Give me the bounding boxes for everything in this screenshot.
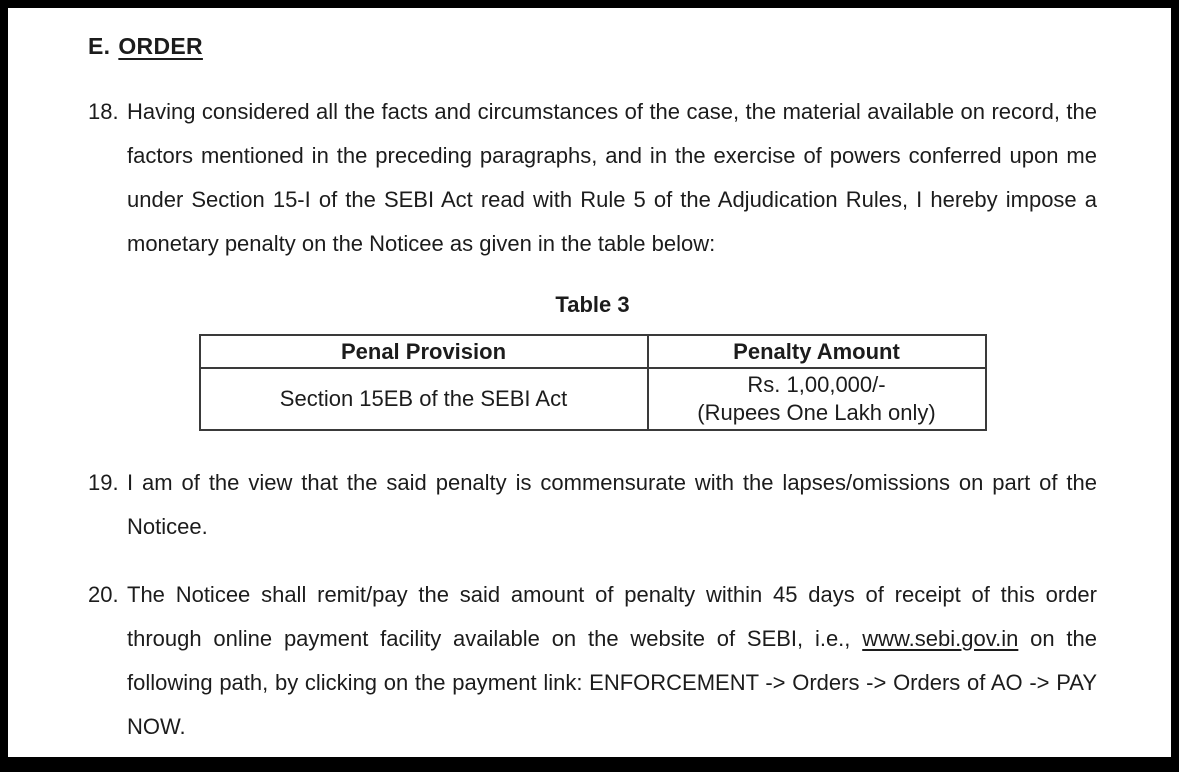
penalty-amount-value: Rs. 1,00,000/- — [747, 372, 886, 397]
penalty-amount-cell — [648, 368, 986, 430]
paragraph-number: 20. — [88, 582, 119, 607]
table-caption: Table 3 — [555, 292, 630, 317]
table-header-row — [200, 335, 986, 368]
paragraph-number: 18. — [88, 99, 119, 124]
table-header-penal-provision: Penal Provision — [200, 335, 648, 368]
paragraph-text-after-link: on the following path, by clicking on the payment link: ENFORCEMENT -> Orders -> Orders of AO -> PAY NOW. — [127, 626, 1097, 739]
sebi-website-link[interactable]: www.sebi.gov.in — [862, 626, 1019, 651]
section-heading-prefix: E. — [88, 33, 111, 59]
table-header-penalty-amount: Penalty Amount — [648, 335, 986, 368]
penalty-table — [199, 334, 987, 431]
paragraph-number: 19. — [88, 470, 119, 495]
table-row — [200, 368, 986, 430]
paragraph-text-before-link: The Noticee shall remit/pay the said amount of penalty within 45 days of receipt of this order through online payment facility available on the website of SEBI, i.e., — [127, 582, 1097, 651]
penalty-amount-words: (Rupees One Lakh only) — [697, 400, 936, 425]
section-heading — [88, 33, 1097, 60]
paragraph-text: Having considered all the facts and circumstances of the case, the material available on record, the factors mentioned in the preceding paragraphs, and in the exercise of powers conferred upon me under Section 15-I of the SEBI Act read with Rule 5 of the Adjudication Rules, I hereby impose a monetary penalty on the Noticee as given in the table below: — [127, 99, 1097, 256]
section-heading-title: ORDER — [118, 33, 203, 59]
paragraph-19 — [88, 461, 1097, 549]
penal-provision-cell: Section 15EB of the SEBI Act — [200, 368, 648, 430]
paragraph-20 — [88, 573, 1097, 749]
paragraph-text — [127, 573, 1097, 749]
paragraph-18 — [88, 90, 1097, 266]
paragraph-text: I am of the view that the said penalty is commensurate with the lapses/omissions on part of the Noticee. — [127, 470, 1097, 539]
